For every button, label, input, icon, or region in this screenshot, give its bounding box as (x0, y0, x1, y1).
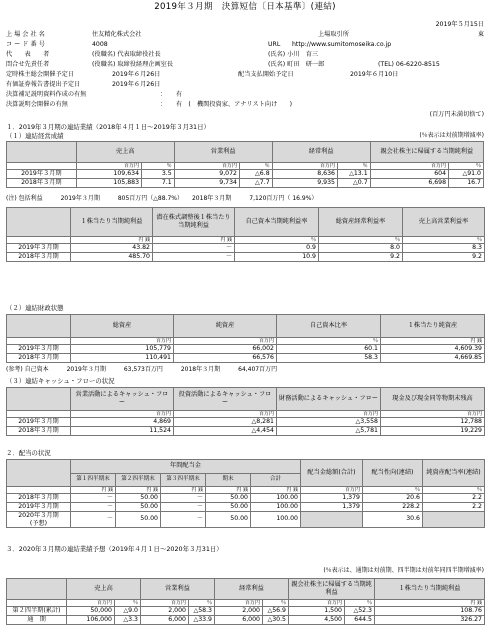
report-label: 有価証券報告書提出予定日 (6, 81, 81, 88)
dividend-start-date: 2019年６月10日 (350, 71, 399, 78)
col-bps: １株当たり純資産 (381, 315, 485, 338)
comprehensive-income-note: (注) 包括利益 2019年３月期 805百万円（△88.7%） 2018年３月期 7,120百万円（ 16.9%） (6, 195, 318, 202)
code-label: コ ー ド 番 号 (6, 41, 45, 48)
col-roa: 総資産経常利益率 (319, 208, 403, 237)
representative-title: (役職名) 代表取締役社長 (92, 51, 161, 58)
col-investing-cf: 投資活動によるキャッシュ・フロー (174, 388, 277, 411)
supplementary-label: 決算補足説明資料作成の有無 (6, 91, 87, 98)
representative-label: 代 表 者 (6, 51, 50, 58)
col-sales: 売上高 (76, 142, 174, 163)
col-equity-ratio: 自己資本比率 (277, 315, 381, 338)
agm-date: 2019年６月26日 (112, 71, 161, 78)
operating-results-table: 売上高 営業利益 経常利益 親会社株主に帰属する当期純利益 百万円 ％ 百万円 ％ 百万円 ％ 百万円 ％ 2019年３月期 109,634 3.5 9,072 △6.8 8,636 △13.1 604 △91.0 2018年３月期 105,883 7.1 9,734 △7.7 9,935 △0.7 6,698 16.7 (6, 141, 484, 188)
table-row: 2019年３月期 － 50.00 － 50.00 100.00 1,379 228.2 2.2 (7, 503, 485, 512)
table-row: 2018年３月期 － 50.00 － 50.00 100.00 1,379 20.6 2.2 (7, 494, 485, 503)
contact-tel: (TEL) 06-6220-8515 (378, 61, 440, 68)
report-date: 2019年６月26日 (112, 81, 161, 88)
forecast-table: 売上高 営業利益 経常利益 親会社株主に帰属する当期純利益 １株当たり当期純利益 百万円 ％ 百万円 ％ 百万円 ％ 百万円 ％ 円 銭 第２四半期(累計) 50,000 △9.0 2,000 △58.3 2,000 △56.9 1,500 △52.3 108.76 通 期 106,000 △3.3 6,000 △33.9 6,000 △30.5 4,500 644.5 326.27 (6, 578, 485, 625)
col-dividend-ratio: 純資産配当率(連結) (423, 460, 485, 487)
col-net-income: 親会社株主に帰属する当期純利益 (370, 142, 483, 163)
contact-name: (氏名) 町田 研一郎 (268, 61, 325, 68)
financial-position-table: 総資産 純資産 自己資本比率 １株当たり純資産 百万円 百万円 ％ 円 銭 2019年３月期 105,779 66,002 60.1 4,609.39 2018年３月期 110,491 66,576 58.3 4,669.85 (6, 314, 485, 363)
url-label: URL (268, 41, 281, 48)
contact-title: (役職名) 取締役経理企画室長 (92, 61, 174, 68)
col-ordinary-income: 経常利益 (272, 142, 370, 163)
table-row: 2019年３月期 105,779 66,002 60.1 4,609.39 (7, 345, 485, 354)
cash-flow-table: 営業活動によるキャッシュ・フロー 投資活動によるキャッシュ・フロー 財務活動によるキャッシュ・フロー 現金及び現金同等物期末残高 百万円 百万円 百万円 百万円 2019年３月期 4,869 △8,281 △3,558 12,788 2018年３月期 11,524 △4,454 △5,781 19,229 (6, 387, 485, 436)
rounding-note: (百万円未満切捨て) (429, 111, 484, 118)
section-2-title: ２．配当の状況 (6, 449, 51, 457)
supplementary-value: 有 (176, 91, 183, 98)
col-total-assets: 総資産 (71, 315, 174, 338)
table-row: 2018年３月期 110,491 66,576 58.3 4,669.85 (7, 354, 485, 363)
meeting-label: 決算説明会開催の有無 (6, 101, 68, 108)
table-row: 2018年３月期 105,883 7.1 9,734 △7.7 9,935 △0.7 6,698 16.7 (7, 179, 484, 188)
table-row: 第２四半期(累計) 50,000 △9.0 2,000 △58.3 2,000 △56.9 1,500 △52.3 108.76 (7, 607, 485, 616)
table-row: 2019年３月期 4,869 △8,281 △3,558 12,788 (7, 418, 485, 427)
dividend-start-label: 配当支払開始予定日 (238, 71, 294, 78)
exchange-label: 上場取引所 (318, 31, 349, 38)
url-link[interactable]: http://www.sumitomoseika.co.jp (292, 41, 392, 48)
section-1-1-title: （１）連結経営成績 (6, 132, 64, 140)
representative-name: (氏名) 小川 育三 (268, 51, 319, 58)
exchange-value: 東 (477, 31, 484, 38)
col-cash-balance: 現金及び現金同等物期末残高 (381, 388, 485, 411)
table-row: 2018年３月期 11,524 △4,454 △5,781 19,229 (7, 427, 485, 436)
contact-label: 問合せ先責任者 (6, 61, 50, 68)
meeting-value: 有 ( 機関投資家、アナリスト向け ) (176, 101, 293, 108)
agm-label: 定時株主総会開催予定日 (6, 71, 75, 78)
col-payout: 配当性向(連結) (363, 460, 423, 487)
table-row: 2020年３月期 (予想) － 50.00 － 50.00 100.00 30.6 (7, 512, 485, 528)
col-roe: 自己資本当期純利益率 (235, 208, 319, 237)
equity-note: (参考) 自己資本 2019年３月期 63,573百万円 2018年３月期 64,407百万円 (6, 366, 278, 373)
document-title: 2019年３月期 決算短信〔日本基準〕(連結) (154, 2, 336, 12)
table-row: 通 期 106,000 △3.3 6,000 △33.9 6,000 △30.5 4,500 644.5 326.27 (7, 616, 485, 625)
col-diluted-eps: 潜在株式調整後１株当たり当期純利益 (153, 208, 235, 237)
dividends-table: 年間配当金 配当金総額(合計) 配当性向(連結) 純資産配当率(連結) 第１四半期末 第２四半期末 第３四半期末 期末 合計 円 銭 円 銭 円 銭 円 銭 円 銭 百万円 ％ ％ 2018年３月期 － 50.00 － 50.00 100.00 1,379 20.6 2.2 2019年３月期 － 50.00 － 50.00 100.00 1,379 228.2 2.2 2020年３月期 (予想) － 50.00 － 50.00 100.00 30.6 (6, 459, 485, 528)
col-op-margin: 売上高営業利益率 (403, 208, 485, 237)
company-name: 住友精化株式会社 (92, 31, 142, 38)
annual-dividend-header: 年間配当金 (71, 460, 301, 474)
col-dividend-total: 配当金総額(合計) (301, 460, 363, 487)
section-1-title: １．2019年３月期の連結業績（2018年４月１日～2019年３月31日） (6, 123, 210, 131)
table-row: 2018年３月期 485.70 － 10.9 9.2 9.2 (7, 253, 485, 262)
section-1-3-title: （３）連結キャッシュ・フローの状況 (6, 377, 115, 385)
company-label: 上 場 会 社 名 (6, 31, 45, 38)
col-operating-cf: 営業活動によるキャッシュ・フロー (71, 388, 174, 411)
col-financing-cf: 財務活動によるキャッシュ・フロー (277, 388, 381, 411)
col-eps: １株当たり当期純利益 (71, 208, 153, 237)
table-row: 2019年３月期 43.82 － 0.9 8.0 8.3 (7, 244, 485, 253)
document-date: 2019年５月15日 (435, 21, 484, 28)
forecast-pct-note: (％表示は、通期は対前期、四半期は対前年同四半期増減率) (323, 567, 484, 574)
table-row: 2019年３月期 109,634 3.5 9,072 △6.8 8,636 △13.1 604 △91.0 (7, 170, 484, 179)
col-net-assets: 純資産 (174, 315, 277, 338)
pct-note: (％表示は対前期増減率) (419, 132, 484, 139)
col-operating-income: 営業利益 (174, 142, 272, 163)
document-page: 2019年３月期 決算短信〔日本基準〕(連結) 2019年５月15日 上 場 会 社 名 住友精化株式会社 上場取引所 東 コ ー ド 番 号 4008 URL http://www.sumitomoseika.co.jp 代 表 者 (役職名) 代表取締役社長 (氏名) 小川 育三 問合せ先責任者 (役職名) 取締役経理企画室長 (氏名) 町田 研一郎 (TEL) 06-6220-8515 定時株主総会開催予定日 2019年６月26日 配当支払開始予定日 2019年６月10日 有価証券報告書提出予定日 2019年６月26日 決算補足説明資料作成の有無 ： 有 決算説明会開催の有無 ： 有 ( 機関投資家、アナリスト向け ) (百万円未満切捨て) １．2019年３月期の連結業績（2018年４月１日～2019年３月31日） （１）連結経営成績 (％表示は対前期増減率) 売上高 営業利益 経常利益 親会社株主に帰属する当期純利益 百万円 ％ 百万円 ％ 百万円 ％ 百万円 ％ 2019年３月期 109,634 3.5 9,072 △6.8 8,636 △13.1 604 △91.0 2018年３月期 105,883 7.1 9,734 △7.7 9,935 △0.7 6,698 16.7 (注) 包括利益 2019年３月期 805百万円（△88.7%） 2018年３月期 7,120百万円（ 16.9%） １株当たり当期純利益 潜在株式調整後１株当たり当期純利益 自己資本当期純利益率 総資産経常利益率 売上高営業利益率 円 銭 円 銭 ％ ％ ％ 2019年３月期 43.82 － 0.9 8.0 8.3 2018年３月期 485.70 － 10.9 9.2 9.2 （２）連結財政状態 総資産 純資産 自己資本比率 １株当たり純資産 百万円 百万円 ％ 円 銭 2019年３月期 105,779 66,002 60.1 4,609.39 2018年３月期 110,491 66,576 58.3 4,669.85 (参考) 自己資本 2019年３月期 63,573百万円 2018年３月期 64,407百万円 （３）連結キャッシュ・フローの状況 営業活動によるキャッシュ・フロー 投資活動によるキャッシュ・フロー 財務活動によるキャッシュ・フロー 現金及び現金同等物期末残高 百万円 百万円 百万円 百万円 2019年３月期 4,869 △8,281 △3,558 12,788 2018年３月期 11,524 △4,454 △5,781 19,229 ２．配当の状況 年間配当金 配当金総額(合計) 配当性向(連結) 純資産配当率(連結) 第１四半期末 第２四半期末 第３四半期末 期末 合計 円 銭 円 銭 円 銭 円 銭 円 銭 百万円 ％ ％ 2018年３月期 － 50.00 － 50.00 100.00 1,379 20.6 2.2 2019年３月期 － 50.00 － 50.00 100.00 1,379 228.2 2.2 2020年３月期 (予想) － 50.00 － 50.00 100.00 30.6 ３．2020年３月期の連結業績予想（2019年４月１日～2020年３月31日） (％表示は、通期は対前期、四半期は対前年同四半期増減率) 売上高 営業利益 経常利益 親会社株主に帰属する当期純利益 １株当たり当期純利益 百万円 ％ 百万円 ％ 百万円 ％ 百万円 ％ 円 銭 第２四半期(累計) 50,000 △9.0 2,000 △58.3 2,000 △56.9 1,500 △52.3 108.76 通 期 106,000 △3.3 6,000 △33.9 6,000 △30.5 4,500 644.5 326.27 (0, 0, 490, 640)
section-3-title: ３．2020年３月期の連結業績予想（2019年４月１日～2020年３月31日） (6, 545, 223, 553)
per-share-table: １株当たり当期純利益 潜在株式調整後１株当たり当期純利益 自己資本当期純利益率 総資産経常利益率 売上高営業利益率 円 銭 円 銭 ％ ％ ％ 2019年３月期 43.82 － 0.9 8.0 8.3 2018年３月期 485.70 － 10.9 9.2 9.2 (6, 207, 485, 262)
section-1-2-title: （２）連結財政状態 (6, 304, 64, 312)
code-value: 4008 (92, 41, 108, 48)
